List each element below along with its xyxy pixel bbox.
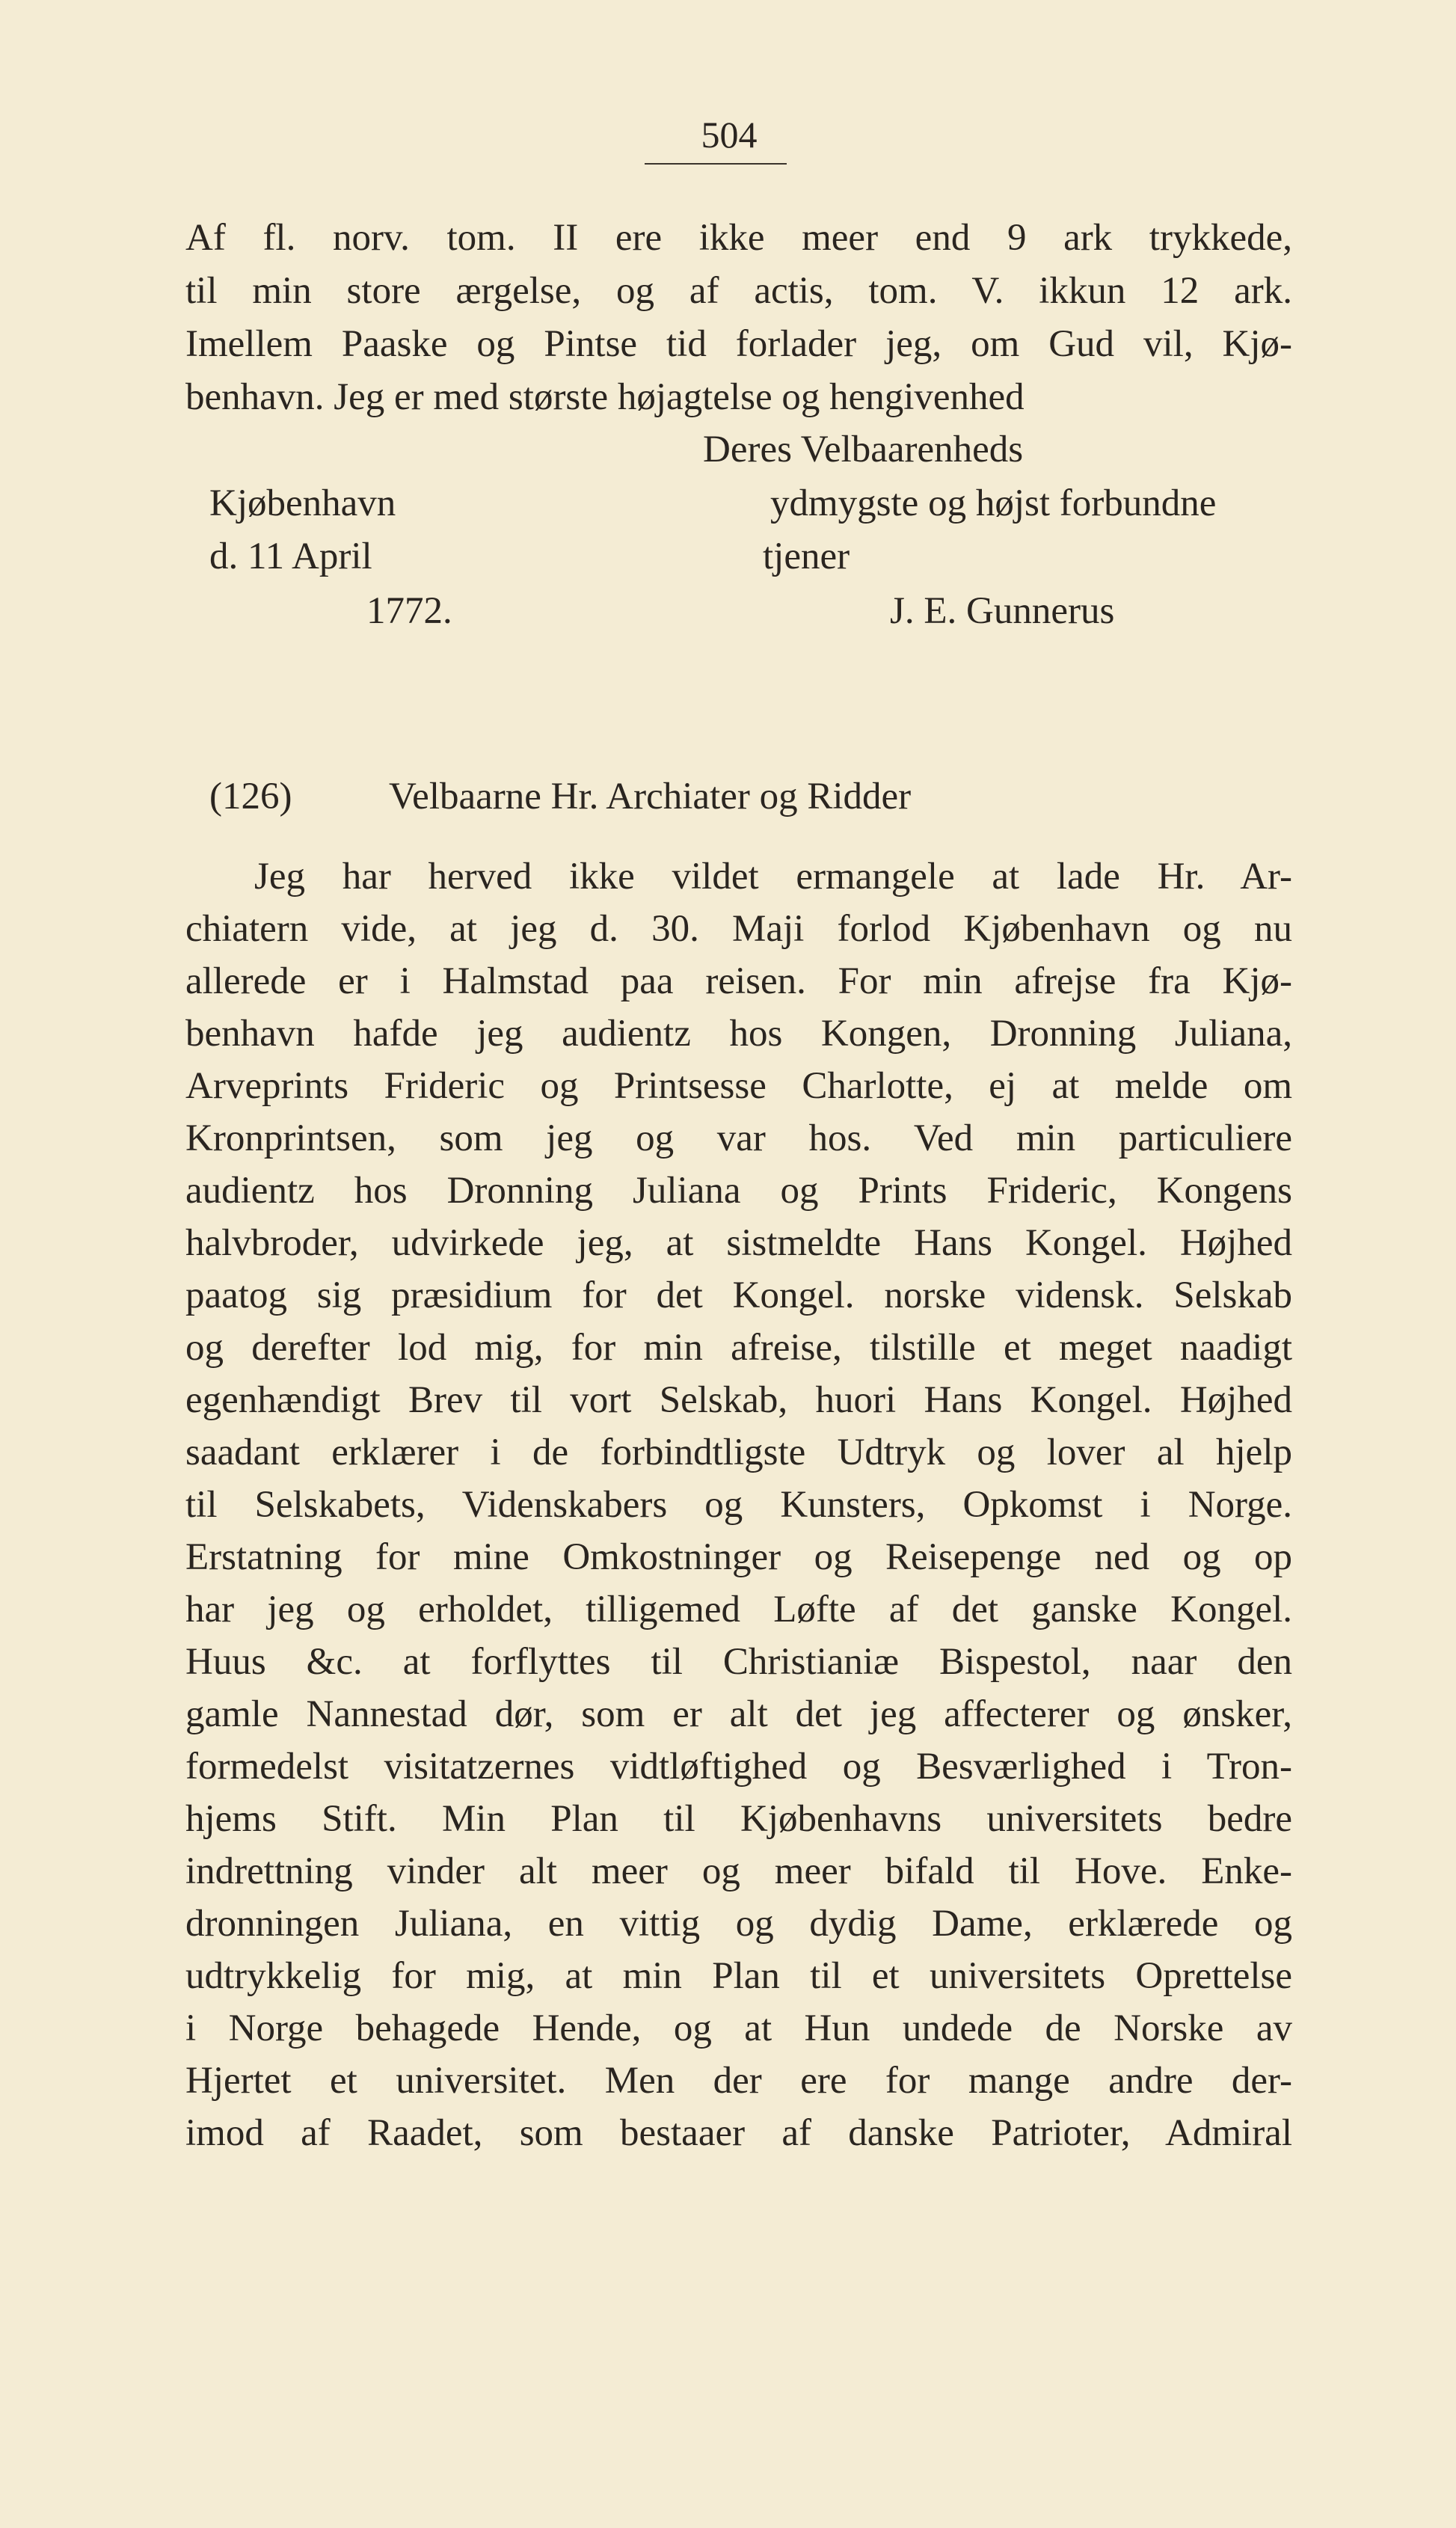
text-line: i Norge behagede Hende, og at Hun undede de Norske av: [185, 2007, 1292, 2049]
closing-line: tjener: [763, 536, 850, 577]
text-line: og derefter lod mig, for min afreise, tilstille et meget naadigt: [185, 1327, 1292, 1369]
text-line: Jeg har herved ikke vildet ermangele at lade Hr. Ar-: [254, 856, 1292, 898]
letter-place: Kjøbenhavn: [209, 482, 396, 524]
text-line: allerede er i Halmstad paa reisen. For min afrejse fra Kjø-: [185, 960, 1292, 1002]
text-line: dronningen Juliana, en vittig og dydig Dame, erklærede og: [185, 1903, 1292, 1945]
text-line: Hjertet et universitet. Men der ere for mange andre der-: [185, 2060, 1292, 2102]
text-line: saadant erklærer i de forbindtligste Udtryk og lover al hjelp: [185, 1432, 1292, 1473]
text-line: egenhændigt Brev til vort Selskab, huori Hans Kongel. Højhed: [185, 1379, 1292, 1421]
signature: J. E. Gunnerus: [890, 590, 1115, 632]
text-line: Arveprints Frideric og Printsesse Charlotte, ej at melde om: [185, 1065, 1292, 1107]
text-line: til Selskabets, Videnskabers og Kunsters, Opkomst i Norge.: [185, 1484, 1292, 1526]
text-line: audientz hos Dronning Juliana og Prints Frideric, Kongens: [185, 1170, 1292, 1212]
text-line: benhavn hafde jeg audientz hos Kongen, Dronning Juliana,: [185, 1013, 1292, 1055]
letter-salutation: Velbaarne Hr. Archiater og Ridder: [389, 776, 912, 817]
letter-number: (126): [209, 776, 292, 817]
text-line: imod af Raadet, som bestaaer af danske Patrioter, Admiral: [185, 2112, 1292, 2154]
page-number-rule: [645, 163, 787, 165]
text-line: udtrykkelig for mig, at min Plan til et universitets Oprettelse: [185, 1955, 1292, 1997]
text-line: indrettning vinder alt meer og meer bifald til Hove. Enke-: [185, 1850, 1292, 1892]
text-line: Imellem Paaske og Pintse tid forlader jeg, om Gud vil, Kjø-: [185, 323, 1292, 365]
text-line: chiatern vide, at jeg d. 30. Maji forlod Kjøbenhavn og nu: [185, 908, 1292, 950]
text-line: Kronprintsen, som jeg og var hos. Ved min particuliere: [185, 1117, 1292, 1159]
text-line: paatog sig præsidium for det Kongel. norske vidensk. Selskab: [185, 1274, 1292, 1316]
closing-line: ydmygste og højst forbundne: [770, 482, 1217, 524]
text-line: har jeg og erholdet, tilligemed Løfte af det ganske Kongel.: [185, 1589, 1292, 1630]
text-line: halvbroder, udvirkede jeg, at sistmeldte Hans Kongel. Højhed: [185, 1222, 1292, 1264]
letter-year: 1772.: [366, 590, 452, 632]
page-number: 504: [701, 114, 758, 156]
text-line: Erstatning for mine Omkostninger og Reisepenge ned og op: [185, 1536, 1292, 1578]
text-line: benhavn. Jeg er med største højagtelse og hengivenhed: [185, 376, 1025, 418]
letter-date: d. 11 April: [209, 536, 372, 577]
text-line: formedelst visitatzernes vidtløftighed og Besværlighed i Tron-: [185, 1746, 1292, 1788]
text-line: hjems Stift. Min Plan til Kjøbenhavns universitets bedre: [185, 1798, 1292, 1840]
text-line: Huus &c. at forflyttes til Christianiæ Bispestol, naar den: [185, 1641, 1292, 1683]
text-line: til min store ærgelse, og af actis, tom. V. ikkun 12 ark.: [185, 270, 1292, 312]
closing-salutation: Deres Velbaarenheds: [703, 429, 1024, 470]
text-line: Af fl. norv. tom. II ere ikke meer end 9 ark trykkede,: [185, 217, 1292, 259]
text-line: gamle Nannestad dør, som er alt det jeg affecterer og ønsker,: [185, 1693, 1292, 1735]
